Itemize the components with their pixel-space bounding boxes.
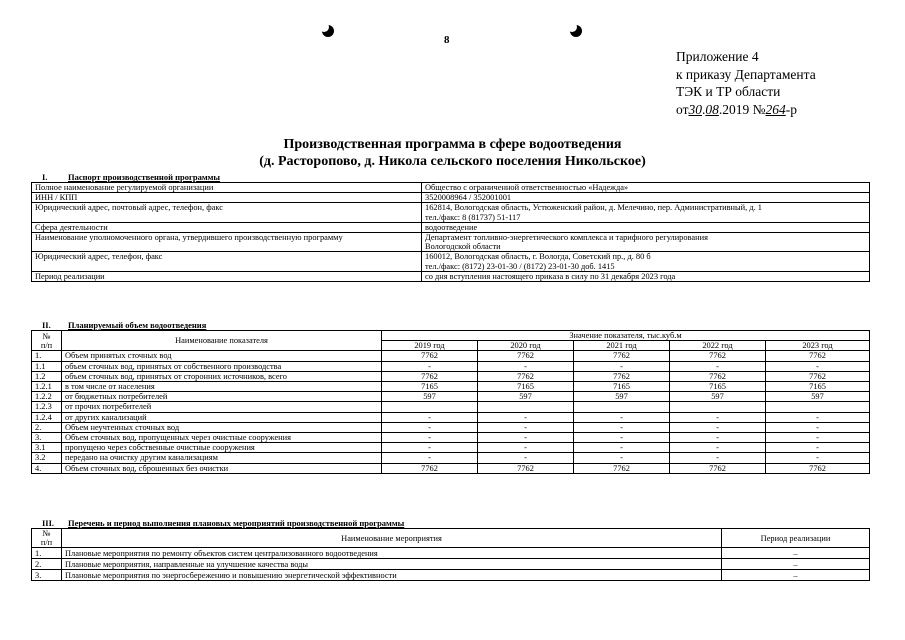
header-text: №: [42, 529, 51, 538]
value-cell: 7762: [382, 463, 478, 473]
row-number: 3.1: [32, 443, 62, 453]
section-2-heading: [42, 320, 206, 330]
row-number: 3.: [32, 433, 62, 443]
value-cell: -: [382, 422, 478, 432]
table-row: [32, 559, 870, 570]
row-number: 1.2: [32, 371, 62, 381]
activity-name: Плановые мероприятия по ремонту объектов систем централизованного водоотведения: [62, 548, 722, 559]
punch-hole-left: [322, 25, 334, 37]
table-row: [32, 433, 870, 443]
row-number: 1.2.4: [32, 412, 62, 422]
value-cell: -: [670, 433, 766, 443]
table-row: [32, 392, 870, 402]
passport-value: Общество с ограниченной ответственностью «Надежда»: [422, 183, 870, 193]
value-cell: 597: [574, 392, 670, 402]
title-line-1: Производственная программа в сфере водоотведения: [283, 137, 622, 152]
passport-value: со дня вступления настоящего приказа в силу по 31 декабря 2023 года: [422, 271, 870, 281]
header-text: п/п: [40, 340, 53, 350]
value-cell: -: [382, 443, 478, 453]
row-name: передано на очистку другим канализациям: [62, 453, 382, 463]
section-1-heading: [42, 172, 220, 182]
year-header: 2021 год: [574, 341, 670, 351]
col-header-no: [32, 331, 62, 351]
row-name: в том числе от населения: [62, 382, 382, 392]
header-text: №: [42, 331, 51, 341]
value-cell: 7762: [382, 351, 478, 361]
value-cell: -: [670, 443, 766, 453]
value-cell: 7165: [670, 382, 766, 392]
passport-value: водоотведение: [422, 222, 870, 232]
order-year: .2019 №: [718, 101, 766, 117]
value-cell: 7762: [670, 351, 766, 361]
row-name: от бюджетных потребителей: [62, 392, 382, 402]
value-cell: -: [478, 433, 574, 443]
order-prefix: от: [676, 101, 689, 117]
table-row: [32, 203, 870, 222]
value-cell: -: [478, 412, 574, 422]
row-number: 1.: [32, 351, 62, 361]
row-name: пропущено через собственные очистные сооружения: [62, 443, 382, 453]
value-cell: [478, 402, 574, 412]
table-row: [32, 351, 870, 361]
order-number: 264: [765, 101, 786, 117]
table-header-row: [32, 529, 870, 548]
table-row: [32, 443, 870, 453]
value-cell: 7762: [382, 371, 478, 381]
value-cell: 597: [766, 392, 870, 402]
row-number: 3.: [32, 570, 62, 581]
passport-value-line: тел./факс: (8172) 23-01-30 / (8172) 23-01-30 доб. 1415: [425, 261, 615, 271]
value-cell: -: [478, 443, 574, 453]
value-cell: 7762: [478, 351, 574, 361]
year-header: 2020 год: [478, 341, 574, 351]
value-cell: [574, 402, 670, 412]
appendix-line: к приказу Департамента: [676, 66, 816, 82]
value-cell: 597: [670, 392, 766, 402]
passport-key: Юридический адрес, телефон, факс: [32, 252, 422, 271]
section-number: II.: [42, 320, 51, 330]
page-number: 8: [444, 34, 450, 46]
value-cell: -: [766, 422, 870, 432]
table-row: [32, 183, 870, 193]
value-cell: 7165: [766, 382, 870, 392]
section-label: Перечень и период выполнения плановых мероприятий производственной программы: [68, 518, 405, 528]
passport-value: [422, 233, 870, 252]
value-cell: 7165: [382, 382, 478, 392]
value-cell: -: [382, 433, 478, 443]
col-header-name: Наименование показателя: [62, 331, 382, 351]
period-cell: –: [722, 548, 870, 559]
header-text: п/п: [40, 538, 53, 548]
value-cell: 7762: [766, 371, 870, 381]
passport-value: [422, 203, 870, 222]
row-name: Объем неучтенных сточных вод: [62, 422, 382, 432]
passport-value-line: Департамент топливно-энергетического комплекса и тарифного регулирования: [425, 233, 708, 243]
passport-key: Период реализации: [32, 271, 422, 281]
order-month: 08: [705, 101, 719, 117]
row-number: 1.1: [32, 361, 62, 371]
punch-hole-right: [570, 25, 582, 37]
passport-value-line: 162814, Вологодская область, Устюженский район, д. Мелечино, пер. Административный, д. 1: [425, 203, 762, 213]
value-cell: 7762: [574, 463, 670, 473]
passport-value-line: тел./факс: 8 (81737) 51-117: [425, 212, 521, 222]
passport-table: [31, 182, 870, 282]
activities-table: [31, 528, 870, 581]
row-name: Объем принятых сточных вод: [62, 351, 382, 361]
row-name: Объем сточных вод, пропущенных через очистные сооружения: [62, 433, 382, 443]
value-cell: 7165: [478, 382, 574, 392]
value-cell: -: [574, 433, 670, 443]
row-number: 1.: [32, 548, 62, 559]
appendix-header: [676, 48, 816, 118]
volume-table-body: [32, 351, 870, 473]
col-header-period: Период реализации: [722, 529, 870, 548]
value-cell: 597: [382, 392, 478, 402]
value-cell: 597: [478, 392, 574, 402]
table-row: [32, 371, 870, 381]
value-cell: -: [766, 453, 870, 463]
row-number: 2.: [32, 559, 62, 570]
activities-table-body: [32, 548, 870, 581]
order-suffix: -р: [785, 101, 797, 117]
value-cell: 7762: [766, 463, 870, 473]
activity-name: Плановые мероприятия по энергосбережению и повышению энергетической эффективности: [62, 570, 722, 581]
section-number: III.: [42, 518, 55, 528]
document-title: [0, 136, 905, 170]
table-row: [32, 252, 870, 271]
value-cell: -: [766, 361, 870, 371]
table-row: [32, 412, 870, 422]
title-line-2: (д. Расторопово, д. Никола сельского поселения Никольское): [259, 154, 646, 169]
table-row: [32, 463, 870, 473]
value-cell: -: [574, 443, 670, 453]
value-cell: 7762: [670, 371, 766, 381]
value-cell: -: [670, 453, 766, 463]
appendix-line: ТЭК и ТР области: [676, 84, 781, 99]
table-row: [32, 222, 870, 232]
year-header: 2022 год: [670, 341, 766, 351]
table-row: [32, 570, 870, 581]
value-cell: -: [670, 412, 766, 422]
value-cell: 7762: [574, 371, 670, 381]
value-cell: 7762: [574, 351, 670, 361]
section-number: I.: [42, 172, 48, 182]
order-day: 30: [688, 101, 702, 117]
section-label: Паспорт производственной программы: [68, 172, 221, 182]
passport-value: [422, 252, 870, 271]
table-row: [32, 233, 870, 252]
order-date-line: от30.08.2019 №264-р: [676, 101, 797, 117]
value-cell: 7762: [478, 371, 574, 381]
value-cell: -: [766, 443, 870, 453]
col-header-no: [32, 529, 62, 548]
value-cell: 7762: [766, 351, 870, 361]
row-name: от других канализаций: [62, 412, 382, 422]
table-row: [32, 402, 870, 412]
passport-value-line: Вологодской области: [425, 242, 501, 252]
row-name: объем сточных вод, принятых от сторонних источников, всего: [62, 371, 382, 381]
value-cell: -: [670, 361, 766, 371]
row-number: 1.2.3: [32, 402, 62, 412]
value-cell: -: [574, 453, 670, 463]
passport-key: Юридический адрес, почтовый адрес, телефон, факс: [32, 203, 422, 222]
value-cell: -: [670, 422, 766, 432]
year-header: 2019 год: [382, 341, 478, 351]
value-cell: 7762: [478, 463, 574, 473]
value-cell: -: [478, 422, 574, 432]
row-number: 4.: [32, 463, 62, 473]
value-cell: [382, 402, 478, 412]
volume-table: [31, 330, 870, 474]
value-cell: -: [574, 422, 670, 432]
passport-value-line: 160012, Вологодская область, г. Вологда, Советский пр., д. 80 б: [425, 252, 651, 262]
row-name: объем сточных вод, принятых от собственного производства: [62, 361, 382, 371]
value-cell: 7762: [670, 463, 766, 473]
passport-key: Наименование уполномоченного органа, утвердившего производственную программу: [32, 233, 422, 252]
value-cell: -: [382, 361, 478, 371]
table-header-row: [32, 331, 870, 341]
table-row: [32, 193, 870, 203]
value-cell: -: [478, 453, 574, 463]
passport-key: Полное наименование регулируемой организации: [32, 183, 422, 193]
period-cell: –: [722, 559, 870, 570]
table-row: [32, 453, 870, 463]
value-cell: [766, 402, 870, 412]
table-row: [32, 382, 870, 392]
value-cell: -: [382, 453, 478, 463]
section-label: Планируемый объем водоотведения: [68, 320, 207, 330]
value-cell: 7165: [574, 382, 670, 392]
table-row: [32, 271, 870, 281]
passport-key: Сфера деятельности: [32, 222, 422, 232]
value-cell: -: [574, 412, 670, 422]
table-row: [32, 548, 870, 559]
activity-name: Плановые мероприятия, направленные на улучшение качества воды: [62, 559, 722, 570]
table-row: [32, 422, 870, 432]
row-number: 2.: [32, 422, 62, 432]
col-header-name: Наименование мероприятия: [62, 529, 722, 548]
table-row: [32, 361, 870, 371]
value-cell: [670, 402, 766, 412]
period-cell: –: [722, 570, 870, 581]
year-header: 2023 год: [766, 341, 870, 351]
col-header-value: Значение показателя, тыс.куб.м: [382, 331, 870, 341]
value-cell: -: [766, 433, 870, 443]
value-cell: -: [574, 361, 670, 371]
appendix-line: Приложение 4: [676, 49, 759, 64]
value-cell: -: [478, 361, 574, 371]
row-number: 1.2.1: [32, 382, 62, 392]
value-cell: -: [382, 412, 478, 422]
row-number: 1.2.2: [32, 392, 62, 402]
section-3-heading: [42, 518, 404, 528]
row-name: Объем сточных вод, сброшенных без очистки: [62, 463, 382, 473]
value-cell: -: [766, 412, 870, 422]
row-number: 3.2: [32, 453, 62, 463]
passport-key: ИНН / КПП: [32, 193, 422, 203]
passport-value: 3520008964 / 352001001: [422, 193, 870, 203]
row-name: от прочих потребителей: [62, 402, 382, 412]
